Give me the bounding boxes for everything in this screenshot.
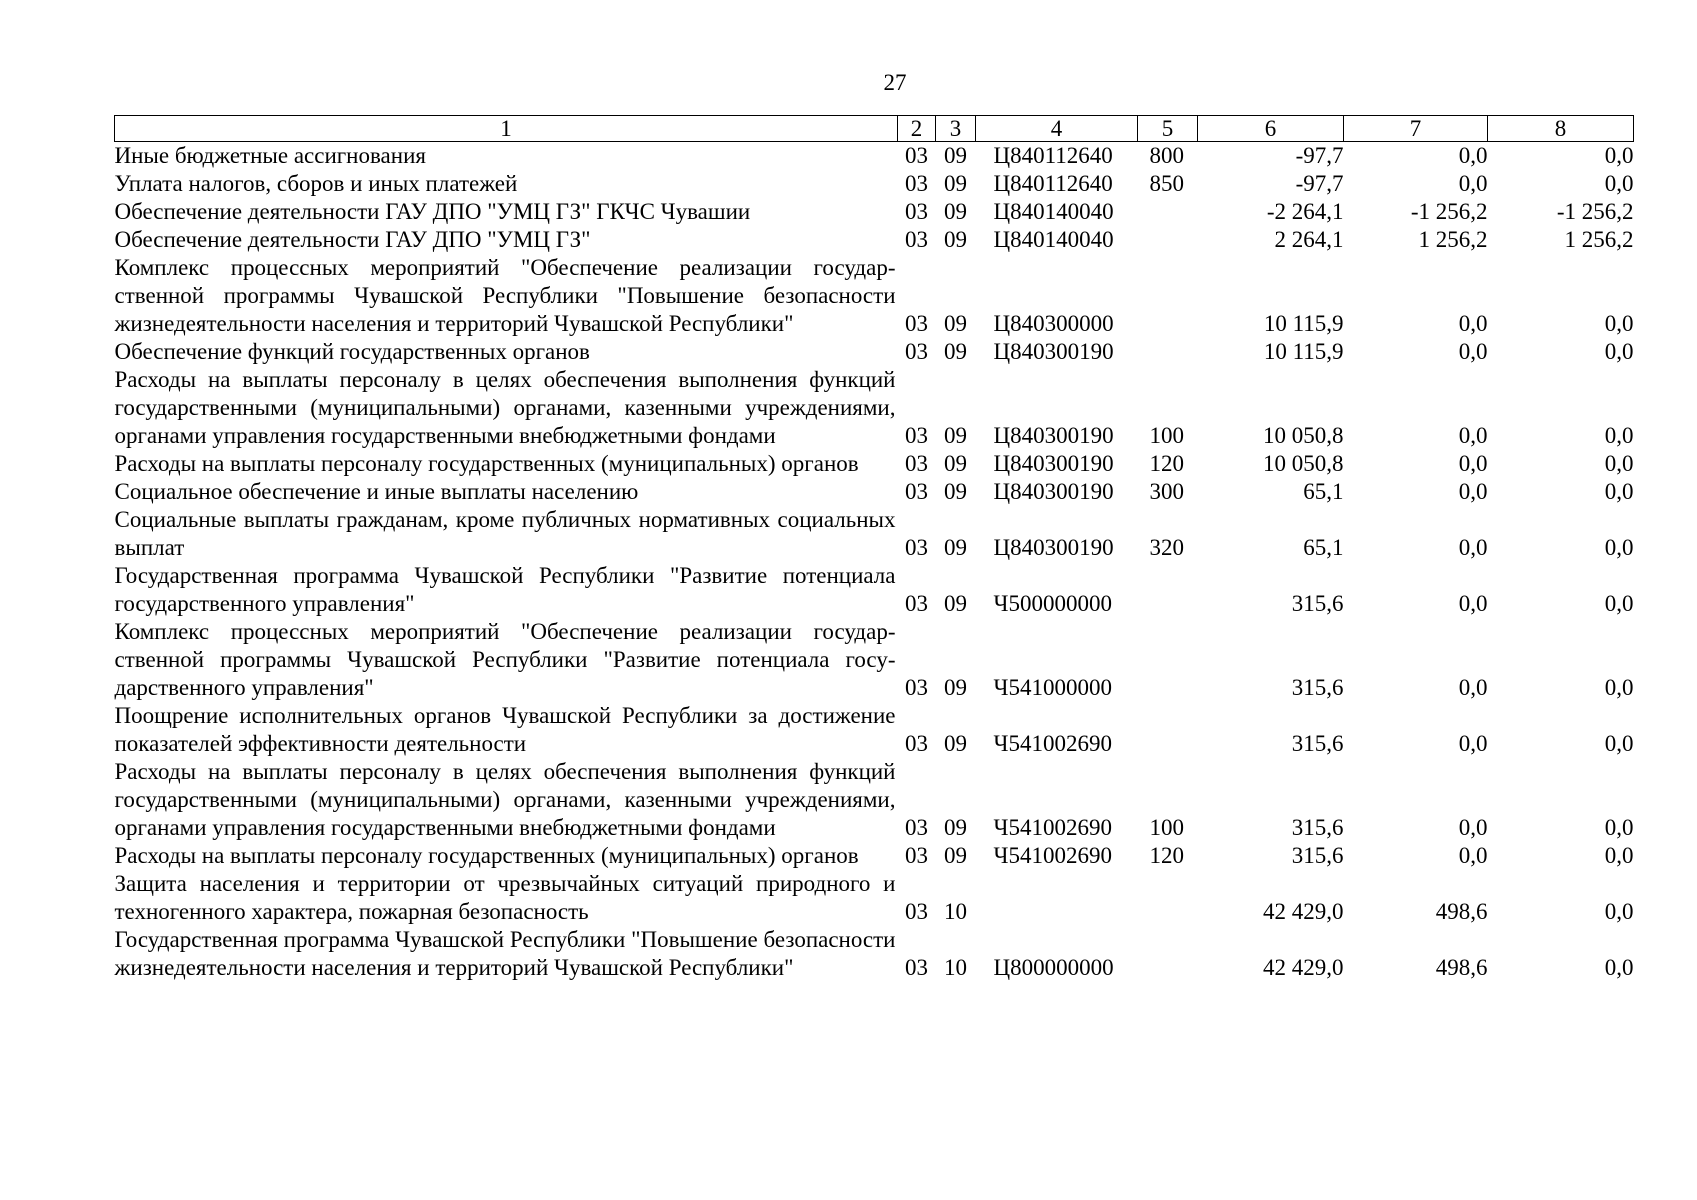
- row-expense-type: 800: [1149, 143, 1184, 168]
- row-target-code: Ц800000000: [993, 955, 1114, 980]
- row-name: Защита населения и территории от чрезвычайных ситуаций природного и техногенного характера, пожарная безопасность: [114, 871, 896, 924]
- row-expense-type: 300: [1149, 479, 1184, 504]
- row-name: Расходы на выплаты персоналу в целях обеспечения выполнения функций государственными (муниципальными) органами, казенными учреждениями, органами управления государственными внебюджетными фондами: [114, 759, 896, 840]
- row-value-col8: 0,0: [1604, 843, 1634, 868]
- row-target-code: Ц840140040: [993, 199, 1114, 224]
- row-value-col7: 1 256,2: [1418, 227, 1488, 252]
- row-value-col8: 0,0: [1604, 479, 1634, 504]
- table-row: [115, 702, 1634, 758]
- row-target-code: Ц840300190: [993, 479, 1114, 504]
- table-row: [115, 226, 1634, 254]
- row-value-col7: 498,6: [1435, 899, 1488, 924]
- row-expense-type: [1138, 338, 1198, 366]
- header-col-7: 7: [1344, 116, 1488, 142]
- row-value-col6: -2 264,1: [1266, 199, 1344, 224]
- row-subsection: 09: [944, 311, 967, 336]
- table-row: [115, 170, 1634, 198]
- row-target-code: Ч541000000: [993, 675, 1112, 700]
- row-section: 03: [905, 451, 928, 476]
- row-expense-type: 100: [1149, 815, 1184, 840]
- row-expense-type: [1138, 702, 1198, 758]
- table-row: [115, 562, 1634, 618]
- row-value-col7: 0,0: [1458, 535, 1488, 560]
- row-section: 03: [905, 339, 928, 364]
- row-expense-type: [1138, 926, 1198, 982]
- row-name: Расходы на выплаты персоналу государственных (муниципальных) органов: [114, 451, 859, 476]
- row-subsection: 09: [944, 731, 967, 756]
- row-section: 03: [905, 143, 928, 168]
- table-row: [115, 926, 1634, 982]
- row-value-col8: 0,0: [1604, 171, 1634, 196]
- header-col-6: 6: [1198, 116, 1344, 142]
- row-value-col7: 0,0: [1458, 731, 1488, 756]
- row-value-col7: 0,0: [1458, 843, 1488, 868]
- row-value-col7: 498,6: [1435, 955, 1488, 980]
- row-expense-type: [1138, 562, 1198, 618]
- row-name: Уплата налогов, сборов и иных платежей: [114, 171, 518, 196]
- row-name: Государственная программа Чувашской Республики "Развитие потенциала государственного управления": [114, 563, 896, 616]
- row-target-code: Ч541002690: [993, 731, 1112, 756]
- row-name: Иные бюджетные ассигнования: [114, 143, 426, 168]
- table-row: [115, 198, 1634, 226]
- table-row: [115, 142, 1634, 171]
- table-row: [115, 450, 1634, 478]
- header-col-1: 1: [115, 116, 898, 142]
- table-body: [115, 142, 1634, 983]
- row-name: Обеспечение деятельности ГАУ ДПО "УМЦ ГЗ": [114, 227, 591, 252]
- row-value-col8: 1 256,2: [1564, 227, 1634, 252]
- table-row: [115, 506, 1634, 562]
- row-subsection: 09: [944, 815, 967, 840]
- row-value-col6: 10 050,8: [1263, 451, 1344, 476]
- row-expense-type: 120: [1149, 451, 1184, 476]
- row-section: 03: [905, 591, 928, 616]
- row-value-col6: 65,1: [1303, 479, 1344, 504]
- row-value-col7: -1 256,2: [1410, 199, 1488, 224]
- table-row: [115, 758, 1634, 842]
- row-subsection: 09: [944, 479, 967, 504]
- row-name: Расходы на выплаты персоналу в целях обеспечения выполнения функций государственными (муниципальными) органами, казенными учреждениями, органами управления государственными внебюджетными фондами: [114, 367, 896, 448]
- row-value-col7: 0,0: [1458, 451, 1488, 476]
- row-value-col7: 0,0: [1458, 591, 1488, 616]
- row-value-col7: 0,0: [1458, 479, 1488, 504]
- header-col-3: 3: [936, 116, 976, 142]
- row-subsection: 09: [944, 423, 967, 448]
- table-row: [115, 478, 1634, 506]
- table-row: [115, 842, 1634, 870]
- row-expense-type: [1138, 618, 1198, 702]
- row-subsection: 09: [944, 675, 967, 700]
- row-subsection: 10: [944, 899, 967, 924]
- row-section: 03: [905, 423, 928, 448]
- row-name: Социальное обеспечение и иные выплаты населению: [114, 479, 639, 504]
- row-subsection: 09: [944, 591, 967, 616]
- row-target-code: Ч500000000: [993, 591, 1112, 616]
- row-value-col8: 0,0: [1604, 899, 1634, 924]
- row-expense-type: [1138, 226, 1198, 254]
- row-target-code: Ц840140040: [993, 227, 1114, 252]
- row-name: Государственная программа Чувашской Республики "Повышение безопасности жизнедеятельности населения и территорий Чувашской Республики": [114, 927, 896, 980]
- row-target-code: Ц840300190: [993, 339, 1114, 364]
- row-target-code: Ч541002690: [993, 843, 1112, 868]
- row-expense-type: [1138, 870, 1198, 926]
- row-target-code: Ц840112640: [993, 171, 1113, 196]
- row-section: 03: [905, 899, 928, 924]
- row-subsection: 09: [944, 199, 967, 224]
- row-value-col6: 315,6: [1291, 675, 1344, 700]
- row-value-col6: 65,1: [1303, 535, 1344, 560]
- row-subsection: 09: [944, 143, 967, 168]
- row-section: 03: [905, 311, 928, 336]
- row-subsection: 09: [944, 451, 967, 476]
- row-section: 03: [905, 199, 928, 224]
- row-value-col8: 0,0: [1604, 535, 1634, 560]
- row-subsection: 09: [944, 171, 967, 196]
- row-target-code: Ц840300000: [993, 311, 1114, 336]
- row-target-code: Ц840300190: [993, 535, 1114, 560]
- row-name: Комплекс процессных мероприятий "Обеспечение реализации государственной программы Чувашской Республики "Повышение безопасности жизнедеятельности населения и территорий Чувашской Республики": [114, 255, 896, 336]
- row-expense-type: 100: [1149, 423, 1184, 448]
- row-value-col8: 0,0: [1604, 591, 1634, 616]
- row-value-col7: 0,0: [1458, 339, 1488, 364]
- row-expense-type: 850: [1149, 171, 1184, 196]
- row-value-col8: 0,0: [1604, 143, 1634, 168]
- row-section: 03: [905, 171, 928, 196]
- row-value-col7: 0,0: [1458, 143, 1488, 168]
- row-value-col8: 0,0: [1604, 815, 1634, 840]
- row-subsection: 09: [944, 843, 967, 868]
- table-row: [115, 870, 1634, 926]
- page-number: 27: [883, 70, 907, 95]
- row-name: Поощрение исполнительных органов Чувашской Республики за достижение показателей эффективности деятельности: [114, 703, 896, 756]
- row-value-col6: 10 115,9: [1263, 339, 1344, 364]
- row-name: Социальные выплаты гражданам, кроме публичных нормативных социальных выплат: [114, 507, 896, 560]
- row-value-col6: 42 429,0: [1263, 899, 1344, 924]
- row-value-col8: 0,0: [1604, 339, 1634, 364]
- row-expense-type: [1138, 254, 1198, 338]
- row-expense-type: 120: [1149, 843, 1184, 868]
- row-section: 03: [905, 731, 928, 756]
- row-section: 03: [905, 227, 928, 252]
- header-col-5: 5: [1138, 116, 1198, 142]
- row-subsection: 09: [944, 339, 967, 364]
- header-col-2: 2: [898, 116, 936, 142]
- row-value-col8: -1 256,2: [1556, 199, 1634, 224]
- budget-table: [114, 115, 1634, 982]
- row-value-col7: 0,0: [1458, 815, 1488, 840]
- row-target-code: Ц840300190: [993, 451, 1114, 476]
- row-value-col8: 0,0: [1604, 675, 1634, 700]
- header-col-4: 4: [976, 116, 1138, 142]
- table-row: [115, 254, 1634, 338]
- table-row: [115, 366, 1634, 450]
- row-section: 03: [905, 815, 928, 840]
- row-section: 03: [905, 479, 928, 504]
- row-section: 03: [905, 955, 928, 980]
- row-value-col6: 10 115,9: [1263, 311, 1344, 336]
- row-value-col6: 315,6: [1291, 591, 1344, 616]
- row-value-col6: 42 429,0: [1263, 955, 1344, 980]
- header-row: [115, 116, 1634, 142]
- row-section: 03: [905, 675, 928, 700]
- row-value-col6: 315,6: [1291, 731, 1344, 756]
- row-target-code: Ц840112640: [993, 143, 1113, 168]
- row-expense-type: 320: [1149, 535, 1184, 560]
- row-value-col7: 0,0: [1458, 171, 1488, 196]
- row-target-code: Ц840300190: [993, 423, 1114, 448]
- row-value-col8: 0,0: [1604, 311, 1634, 336]
- row-name: Обеспечение деятельности ГАУ ДПО "УМЦ ГЗ" ГКЧС Чувашии: [114, 199, 751, 224]
- row-target-code: [976, 870, 1138, 926]
- table-row: [115, 618, 1634, 702]
- row-subsection: 09: [944, 535, 967, 560]
- row-section: 03: [905, 535, 928, 560]
- row-expense-type: [1138, 198, 1198, 226]
- row-value-col6: 10 050,8: [1263, 423, 1344, 448]
- row-value-col6: 315,6: [1291, 815, 1344, 840]
- row-name: Обеспечение функций государственных органов: [114, 339, 590, 364]
- row-value-col8: 0,0: [1604, 451, 1634, 476]
- row-value-col8: 0,0: [1604, 955, 1634, 980]
- row-value-col6: 315,6: [1291, 843, 1344, 868]
- row-subsection: 10: [944, 955, 967, 980]
- row-value-col6: -97,7: [1295, 171, 1344, 196]
- row-value-col6: 2 264,1: [1274, 227, 1344, 252]
- header-col-8: 8: [1488, 116, 1634, 142]
- row-name: Комплекс процессных мероприятий "Обеспечение реализации государственной программы Чувашской Республики "Развитие потенциала государственного управления": [114, 619, 896, 700]
- row-target-code: Ч541002690: [993, 815, 1112, 840]
- row-section: 03: [905, 843, 928, 868]
- row-value-col6: -97,7: [1295, 143, 1344, 168]
- row-value-col7: 0,0: [1458, 311, 1488, 336]
- table-row: [115, 338, 1634, 366]
- row-value-col7: 0,0: [1458, 423, 1488, 448]
- row-value-col7: 0,0: [1458, 675, 1488, 700]
- row-name: Расходы на выплаты персоналу государственных (муниципальных) органов: [114, 843, 859, 868]
- row-subsection: 09: [944, 227, 967, 252]
- row-value-col8: 0,0: [1604, 731, 1634, 756]
- row-value-col8: 0,0: [1604, 423, 1634, 448]
